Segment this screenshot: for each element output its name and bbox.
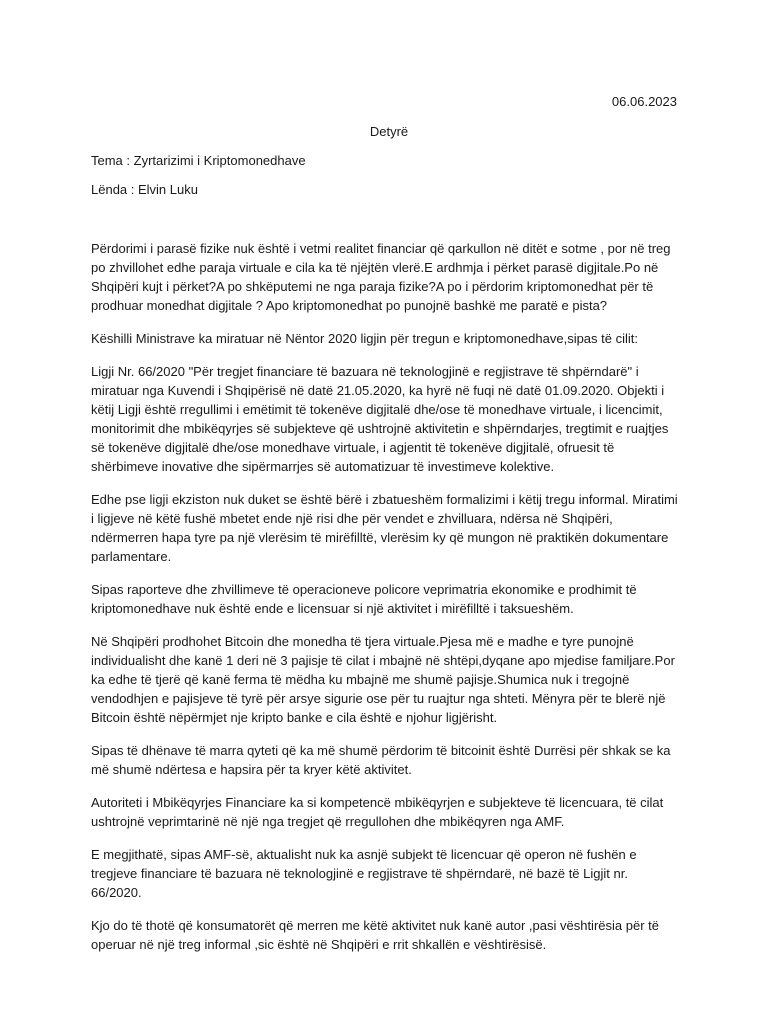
document-topic: Tema : Zyrtarizimi i Kriptomonedhave <box>91 153 306 168</box>
body-paragraph: Ligji Nr. 66/2020 "Për tregjet financiare të bazuara në teknologjinë e regjistrave të shpërndarë" i miratuar nga Kuvendi i Shqipërisë në datë 21.05.2020, ka hyrë në fuqi në datë 01.09.2020. Objekti i këtij Ligji është rregullimi i emëtimit të tokenëve digjitalë dhe/ose të monedhave virtuale, i licencimit, monitorimit dhe mbikëqyrjes së subjekteve që ushtrojnë aktivitetin e shpërndarjes, tregtimit e ruajtjes së tokenëve digjitalë dhe/ose monedhave virtuale, i agjentit të tokenëve digjitalë, ofruesit të shërbimeve inovative dhe sipërmarrjes së automatizuar të investimeve kolektive. <box>91 364 669 474</box>
body-paragraph: E megjithatë, sipas AMF-së, aktualisht nuk ka asnjë subjekt të licencuar që operon në fushën e tregjeve financiare të bazuara në teknologjinë e regjistrave të shpërndarë, në bazë të Ligjit nr. 66/2020. <box>91 847 637 900</box>
body-paragraph: Sipas të dhënave të marra qyteti që ka më shumë përdorim të bitcoinit është Durrësi për shkak se ka më shumë ndërtesa e hapsira për ta kryer këtë aktivitet. <box>91 743 671 777</box>
body-paragraph: Autoriteti i Mbikëqyrjes Financiare ka si kompetencë mbikëqyrjen e subjekteve të licencuara, të cilat ushtrojnë veprimtarinë në një nga tregjet që rregullohen dhe mbikëqyren nga AMF. <box>91 795 664 829</box>
body-paragraph: Në Shqipëri prodhohet Bitcoin dhe monedha të tjera virtuale.Pjesa më e madhe e tyre punojnë individualisht dhe kanë 1 deri në 3 pajisje të cilat i mbajnë në shtëpi,dyqane apo mjedise familjare.Por ka edhe të tjerë që kanë ferma të mëdha ku mbajnë me shumë pajisje.Shumica nuk i tregojnë vendodhjen e pajisjeve të tyrë për arsye sigurie ose për tu ruajtur nga shteti. Mënyra për te blerë një Bitcoin është nëpërmjet nje kripto banke e cila është e njohur ligjërisht. <box>91 634 675 725</box>
body-paragraph: Sipas raporteve dhe zhvillimeve të operacioneve policore veprimatria ekonomike e prodhimit të kriptomonedhave nuk është ende e licensuar si një aktivitet i mirëfilltë i taksueshëm. <box>91 582 637 616</box>
body-paragraph: Edhe pse ligji ekziston nuk duket se është bërë i zbatueshëm formalizimi i këtij tregu informal. Miratimi i ligjeve në këtë fushë mbetet ende një risi dhe për vendet e zhvilluara, ndërsa në Shqipëri, ndërmerren hapa tyre pa një vlerësim të mirëfilltë, vlerësim ky që mungon në praktikën dokumentare parlamentare. <box>91 492 678 564</box>
document-title: Detyrë <box>369 124 409 139</box>
document-body <box>91 239 681 968</box>
document-subject: Lënda : Elvin Luku <box>91 182 198 197</box>
body-paragraph: Këshilli Ministrave ka miratuar në Nëntor 2020 ligjin për tregun e kriptomonedhave,sipas të cilit: <box>91 331 638 346</box>
body-paragraph: Përdorimi i parasë fizike nuk është i vetmi realitet financiar që qarkullon në ditët e sotme , por në treg po zhvillohet edhe paraja virtuale e cila ka të njëjtën vlerë.E ardhmja i përket parasë digjitale.Po në Shqipëri kujt i përket?A po shkëputemi ne nga paraja fizike?A po i përdorim kriptomonedhat për të prodhuar monedhat digjitale ? Apo kriptomonedhat po punojnë bashkë me paratë e pista? <box>91 241 671 313</box>
document-date: 06.06.2023 <box>611 94 677 109</box>
body-paragraph: Kjo do të thotë që konsumatorët që merren me këtë aktivitet nuk kanë autor ,pasi vështirësia për të operuar në një treg informal ,sic është në Shqipëri e rrit shkallën e vështirësisë. <box>91 918 659 952</box>
